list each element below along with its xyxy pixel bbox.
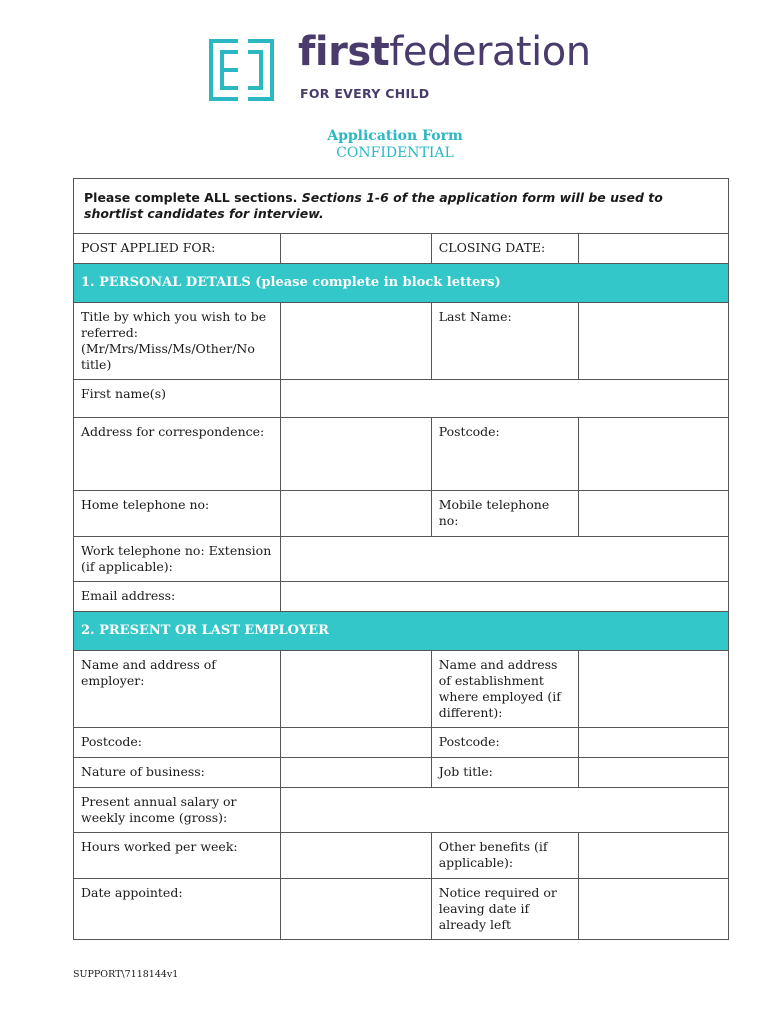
brand-tagline: FOR EVERY CHILD xyxy=(300,86,430,101)
mobile-telephone-label: Mobile telephone no: xyxy=(431,491,578,537)
title-label: Title by which you wish to be referred: (Mr/Mrs/Miss/Ms/Other/No title) xyxy=(74,303,281,380)
address-field[interactable] xyxy=(280,418,431,491)
closing-date-label: CLOSING DATE: xyxy=(431,234,578,264)
section2-header-row xyxy=(74,612,729,651)
work-telephone-row xyxy=(74,537,729,582)
postcode-field[interactable] xyxy=(578,418,728,491)
notice-field[interactable] xyxy=(578,879,728,940)
intro-row xyxy=(74,179,729,234)
address-label: Address for correspondence: xyxy=(74,418,281,491)
email-row xyxy=(74,582,729,612)
salary-row xyxy=(74,788,729,833)
email-label: Email address: xyxy=(74,582,281,612)
work-telephone-label: Work telephone no: Extension (if applicable): xyxy=(74,537,281,582)
brand-name xyxy=(298,29,591,75)
application-form-table xyxy=(73,178,729,940)
brand-name-bold: first xyxy=(298,29,390,75)
closing-date-field[interactable] xyxy=(578,234,728,264)
form-title: Application Form xyxy=(327,128,463,144)
footer-reference: SUPPORT\7118144v1 xyxy=(73,969,179,980)
salary-label: Present annual salary or weekly income (gross): xyxy=(74,788,281,833)
employer-label: Name and address of employer: xyxy=(74,651,281,728)
first-federation-mark-icon xyxy=(208,38,278,102)
appointed-label: Date appointed: xyxy=(74,879,281,940)
intro-italic: Sections 1-6 of the application form will be used to shortlist candidates for interview. xyxy=(84,190,663,221)
appointed-field[interactable] xyxy=(280,879,431,940)
last-name-label: Last Name: xyxy=(431,303,578,380)
hours-row xyxy=(74,833,729,879)
intro-bold: Please complete ALL sections. xyxy=(84,190,298,205)
business-row xyxy=(74,758,729,788)
employer-postcode-row xyxy=(74,728,729,758)
first-names-row xyxy=(74,380,729,418)
hours-label: Hours worked per week: xyxy=(74,833,281,879)
employer-postcode-field[interactable] xyxy=(280,728,431,758)
salary-field[interactable] xyxy=(280,788,728,833)
establishment-postcode-label: Postcode: xyxy=(431,728,578,758)
email-field[interactable] xyxy=(280,582,728,612)
notice-label: Notice required or leaving date if already left xyxy=(431,879,578,940)
employer-postcode-label: Postcode: xyxy=(74,728,281,758)
home-telephone-label: Home telephone no: xyxy=(74,491,281,537)
address-row xyxy=(74,418,729,491)
home-telephone-field[interactable] xyxy=(280,491,431,537)
hours-field[interactable] xyxy=(280,833,431,879)
employer-field[interactable] xyxy=(280,651,431,728)
post-applied-label: POST APPLIED FOR: xyxy=(74,234,281,264)
business-label: Nature of business: xyxy=(74,758,281,788)
section1-header-row xyxy=(74,264,729,303)
last-name-field[interactable] xyxy=(578,303,728,380)
benefits-label: Other benefits (if applicable): xyxy=(431,833,578,879)
business-field[interactable] xyxy=(280,758,431,788)
employer-row xyxy=(74,651,729,728)
job-title-field[interactable] xyxy=(578,758,728,788)
post-row xyxy=(74,234,729,264)
first-federation-logo xyxy=(208,29,591,102)
benefits-field[interactable] xyxy=(578,833,728,879)
post-applied-field[interactable] xyxy=(280,234,431,264)
brand-name-light: federation xyxy=(389,29,591,75)
first-names-label: First name(s) xyxy=(74,380,281,418)
mobile-telephone-field[interactable] xyxy=(578,491,728,537)
section1-heading: 1. PERSONAL DETAILS (please complete in block letters) xyxy=(74,264,729,303)
title-field[interactable] xyxy=(280,303,431,380)
establishment-field[interactable] xyxy=(578,651,728,728)
first-names-field[interactable] xyxy=(280,380,728,418)
appointed-row xyxy=(74,879,729,940)
establishment-label: Name and address of establishment where employed (if different): xyxy=(431,651,578,728)
establishment-postcode-field[interactable] xyxy=(578,728,728,758)
work-telephone-field[interactable] xyxy=(280,537,728,582)
job-title-label: Job title: xyxy=(431,758,578,788)
form-subtitle: CONFIDENTIAL xyxy=(336,145,454,161)
section2-heading: 2. PRESENT OR LAST EMPLOYER xyxy=(74,612,729,651)
telephone-row xyxy=(74,491,729,537)
intro-text xyxy=(74,179,729,234)
postcode-label: Postcode: xyxy=(431,418,578,491)
title-row xyxy=(74,303,729,380)
